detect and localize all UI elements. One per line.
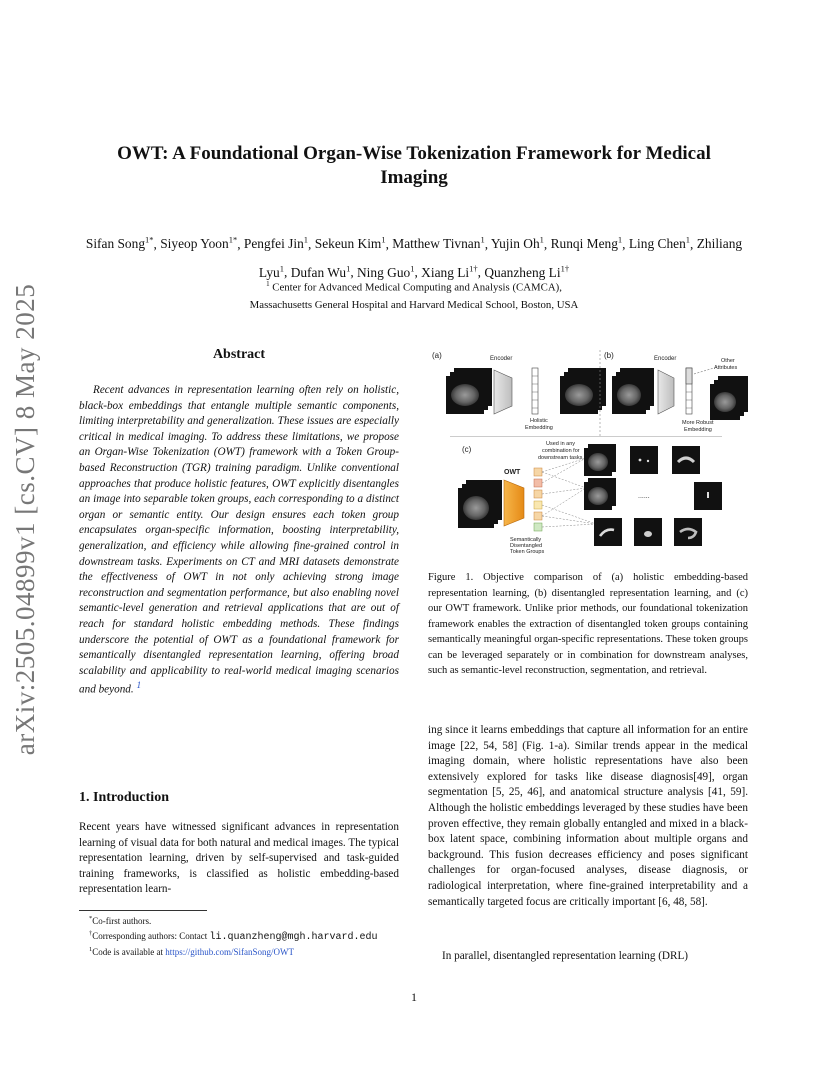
abstract-text: Recent advances in representation learning often rely on holistic, black-box embeddings that entangle multiple semantic components, limiting interpretability and generalization. These issues are especially critical in medical imaging. To address these limitations, we propose an Organ-Wise Tokenization (OWT) framework with a Token Group-based Reconstruction (TGR) training paradigm. Unlike conventional approaches that produce holistic features, OWT explicitly disentangles an image into separable token groups, each corresponding to a distinct organ or semantic entity. Our design ensures each token group encapsulates organ-specific information, boosting interpretability, generalization, and efficiency while allowing fine-grained control in downstream tasks. Experiments on CT and MRI datasets demonstrate the effectiveness of OWT in not only achieving strong image reconstruction and segmentation performance, but also enabling novel semantic-level generation and retrieval applications that are out of reach for standard holistic embedding methods. These findings underscore the potential of OWT as a foundational framework for semantically disentangled representation learning, offering broad scalability and applicability to real-world medical imaging scenarios and beyond. $^1$ — [79, 384, 399, 697]
author-affiliation-mark: 1 — [617, 235, 623, 245]
email-link[interactable]: li.quanzheng@mgh.harvard.edu — [209, 931, 378, 943]
ct-stack-c — [458, 480, 502, 528]
intro-paragraph-continued: ing since it learns embeddings that capture all information for an entire image [22, 54, 58] (Fig. 1-a). Similar trends appear in the medical imaging domain, where holistic representations have also been extensively explored for tasks like disease diagnosis[49], organ segmentation [5, 25, 46], and anatomical structure analysis [41, 59]. Although the holistic embeddings leveraged by these studies have been proven effective, they remain globally entangled and mixed in a black-box latent space, combining information about multiple organs and background. This fusion decreases efficiency and poses significant challenges for organ-focused analyses, disease diagnosis, or radiological interpretation, where fine-grained interpretability and a semantically targeted focus are critically important [6, 48, 58]. — [428, 724, 748, 908]
ct-stack-b — [612, 368, 654, 414]
svg-text:Other: Other — [721, 358, 735, 364]
svg-text:downstream tasks: downstream tasks — [538, 455, 583, 461]
panel-b-label: (b) — [604, 351, 614, 360]
author-name: Ling Chen$^1$ — [628, 235, 691, 252]
encoder-a — [494, 370, 512, 414]
svg-text:Embedding: Embedding — [684, 427, 712, 433]
author-name: Yujin Oh$^1$ — [490, 235, 544, 252]
author-affiliation-mark: 1* — [145, 235, 154, 245]
panel-a-label: (a) — [432, 351, 442, 360]
author-name: Runqi Meng$^1$ — [550, 235, 623, 252]
svg-text:......: ...... — [638, 493, 650, 500]
svg-text:Holistic: Holistic — [530, 418, 548, 424]
author-name: Xiang $Li^{1\dagger}$ — [421, 263, 478, 280]
footnote-divider — [79, 910, 207, 911]
author-affiliation-mark: 1 — [381, 235, 386, 245]
author-name: Zhiliang Lyu$^1$ — [258, 236, 743, 280]
paper-title: OWT: A Foundational Organ-Wise Tokenization Framework for Medical Imaging — [117, 143, 711, 188]
author-name: Siyeop Yoon$^{1*}$ — [160, 235, 238, 252]
owt-encoder — [504, 480, 524, 526]
intro-paragraph: Recent years have witnessed significant advances in representation learning of visual data for both natural and medical images. The typical representation learning, driven by self-supervised and task-guided training frameworks, is classified as holistic embedding-based representation learn- — [79, 821, 399, 896]
ct-stack-a-output — [560, 368, 606, 414]
footnotes: *Co-first authors. †Corresponding authors: Contact li.quanzheng@mgh.harvard.edu $^1$Code is available at https://github.com/SifanSong/OWT — [89, 915, 378, 957]
affiliation: $^1$ Center for Advanced Medical Computing and Analysis (CAMCA), Massachusetts General Hospital and Harvard Medical School, Boston, USA — [249, 280, 579, 311]
author-name: Matthew Tivnan$^1$ — [392, 235, 485, 252]
svg-text:Attributes: Attributes — [714, 365, 738, 371]
author-name: Ning Guo$^1$ — [357, 263, 415, 280]
page-number: 1 — [411, 990, 417, 1004]
token-groups — [534, 468, 542, 531]
author-affiliation-mark: 1 — [480, 235, 485, 245]
encoder-b-label: Encoder — [654, 356, 677, 362]
author-affiliation-mark: 1 — [346, 263, 351, 274]
encoder-b — [658, 370, 674, 414]
author-affiliation-mark: 1 — [303, 235, 309, 245]
footnote-link[interactable]: 1 — [136, 681, 142, 692]
figure-caption: Figure 1. Objective comparison of (a) holistic embedding-based representation learning, (b) disentangled representation learning, and (c) our OWT framework. Unlike prior methods, our foundational tokenization framework enables the extraction of disentangled token groups containing semantically meaningful organ-specific representations. These token groups can be leveraged separately or in combination for downstream analyses, such as semantic-level reconstruction, segmentation, and retrieval. — [428, 572, 748, 676]
author-affiliation-mark: 1* — [228, 235, 238, 245]
disentangled-embedding-b — [686, 368, 692, 414]
author-name: Sekeun Kim$^1$ — [314, 235, 386, 252]
author-name: Pengfei Jin$^1$ — [243, 235, 309, 252]
author-affiliation-mark: 1† — [469, 263, 478, 274]
ct-stack-a — [446, 368, 492, 414]
owt-label: OWT — [504, 469, 521, 476]
abstract-heading: Abstract — [212, 347, 266, 362]
svg-text:Token Groups: Token Groups — [510, 549, 545, 555]
author-name: Quanzheng $Li^{1\dagger}$ — [484, 263, 570, 280]
panel-c-label: (c) — [462, 445, 472, 454]
svg-text:More Robust: More Robust — [682, 420, 714, 426]
author-list: Sifan Song$^{1*}$, Siyeop Yoon$^{1*}$, Pengfei Jin$^1$, Sekeun Kim$^1$, Matthew Tivnan$^1$, Yujin Oh$^1$, Runqi Meng$^1$, Ling Chen$^1$, Zhiliang Lyu$^1$, Dufan Wu$^1$, Ning Guo$^1$, Xiang $Li^{1\dagger}$, Quanzheng $Li^{1\dagger}$ — [85, 235, 743, 280]
svg-text:combination for: combination for — [542, 448, 580, 454]
svg-text:Embedding: Embedding — [525, 425, 553, 431]
author-affiliation-mark: 1 — [539, 235, 544, 245]
author-name: Sifan Song$^{1*}$ — [85, 235, 154, 252]
organ-outputs — [584, 444, 722, 546]
author-affiliation-mark: 1† — [560, 263, 570, 274]
svg-text:Disentangled: Disentangled — [510, 543, 543, 549]
encoder-a-label: Encoder — [490, 356, 513, 362]
holistic-embedding-a — [532, 368, 538, 414]
figure-1 — [428, 346, 748, 556]
author-affiliation-mark: 1 — [279, 263, 284, 274]
section-heading-introduction: 1. Introduction — [79, 790, 169, 805]
author-affiliation-mark: 1 — [685, 235, 691, 245]
author-name: Dufan Wu$^1$ — [290, 263, 351, 280]
code-url-link[interactable]: https://github.com/SifanSong/OWT — [165, 947, 294, 957]
ct-stack-b-output — [710, 376, 748, 420]
author-affiliation-mark: 1 — [410, 263, 415, 274]
arxiv-stamp: arXiv:2505.04899v1 [cs.CV] 8 May 2025 — [10, 283, 41, 755]
svg-text:Semantically: Semantically — [510, 537, 542, 543]
intro-paragraph-drl: In parallel, disentangled representation learning (DRL) — [442, 950, 689, 962]
svg-text:Used in any: Used in any — [546, 441, 576, 447]
